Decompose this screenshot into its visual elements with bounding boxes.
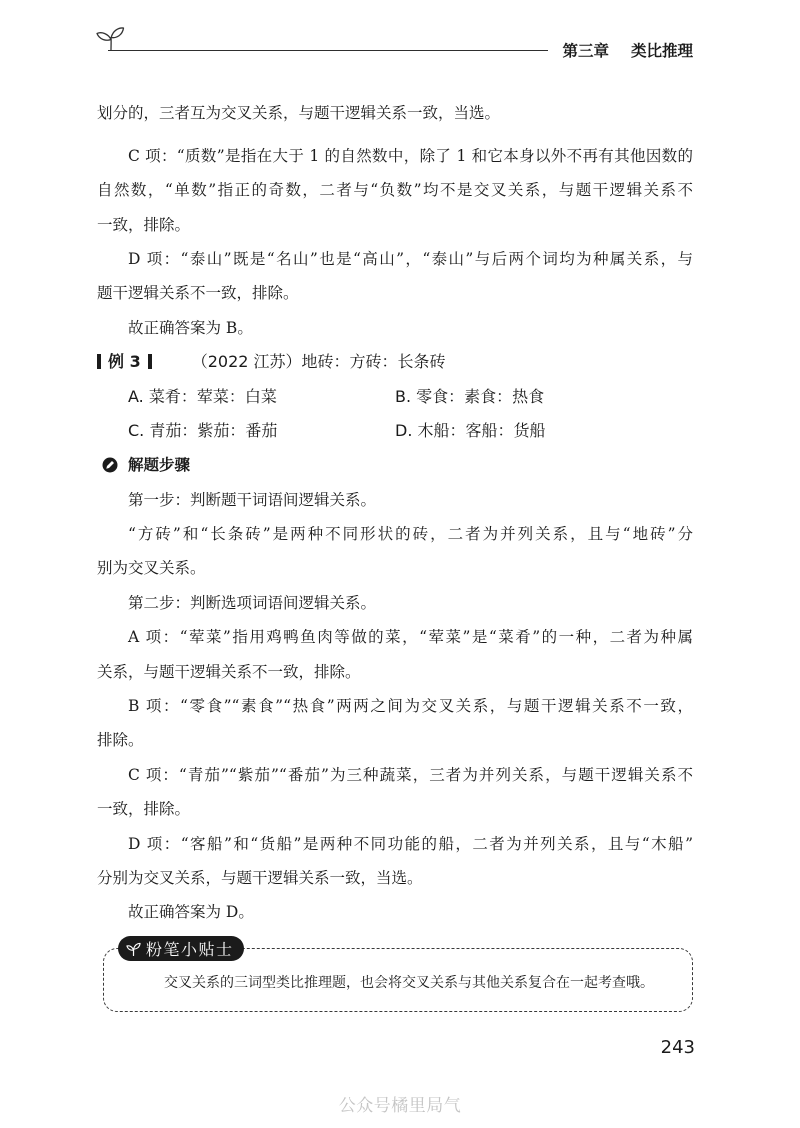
option-a: A. 菜肴：荤菜：白菜 (128, 386, 277, 406)
tip-label-text: 粉笔小贴士 (146, 940, 234, 959)
paragraph-line: 分别为交叉关系，与题干逻辑关系一致，当选。 (97, 868, 423, 887)
paragraph-line: “方砖”和“长条砖”是两种不同形状的砖，二者为并列关系，且与“地砖”分 (128, 525, 693, 544)
chapter-number: 第三章 (562, 42, 609, 60)
solution-steps-heading (97, 448, 693, 482)
answer-line: 故正确答案为 D。 (128, 903, 254, 922)
page-number: 243 (660, 1037, 695, 1058)
example-source: （2022 江苏） (191, 352, 302, 372)
option-b: B. 零食：素食：热食 (395, 386, 545, 406)
tip-text: 交叉关系的三词型类比推理题，也会将交叉关系与其他关系复合在一起考查哦。 (164, 975, 654, 991)
answer-line: 故正确答案为 B。 (128, 318, 253, 337)
header-rule (108, 50, 548, 51)
example-bar-left (97, 354, 101, 369)
options-row (97, 414, 693, 448)
step-line: 第一步：判断题干词语间逻辑关系。 (128, 490, 377, 509)
sprout-icon (126, 941, 141, 956)
options-row (97, 380, 693, 414)
option-d: D. 木船：客船：货船 (395, 420, 546, 440)
paragraph-line: 一致，排除。 (97, 800, 191, 819)
paragraph-line: 题干逻辑关系不一致，排除。 (97, 284, 299, 303)
example-stem: 地砖：方砖：长条砖 (301, 352, 446, 372)
example-header (97, 345, 693, 379)
paragraph-line: 划分的，三者互为交叉关系，与题干逻辑关系一致，当选。 (97, 103, 501, 122)
example-label: 例 3 (108, 352, 141, 372)
chapter-title: 类比推理 (630, 42, 693, 60)
example-bar-right (148, 354, 152, 369)
running-header (562, 40, 693, 62)
paragraph-line: 一致，排除。 (97, 215, 191, 234)
paragraph-line: 别为交叉关系。 (97, 559, 206, 578)
paragraph-line: D 项：“泰山”既是“名山”也是“高山”，“泰山”与后两个词均为种属关系，与 (128, 249, 693, 268)
paragraph-line: D 项：“客船”和“货船”是两种不同功能的船，二者为并列关系，且与“木船” (128, 834, 693, 853)
paragraph-line: B 项：“零食”“素食”“热食”两两之间为交叉关系，与题干逻辑关系不一致， (128, 697, 693, 716)
paragraph-line: C 项：“青茄”“紫茄”“番茄”为三种蔬菜，三者为并列关系，与题干逻辑关系不 (128, 765, 693, 784)
tip-label (118, 936, 244, 961)
paragraph-line: 自然数，“单数”指正的奇数，二者与“负数”均不是交叉关系，与题干逻辑关系不 (97, 181, 693, 200)
solution-steps-title: 解题步骤 (128, 456, 191, 475)
paragraph-line: 关系，与题干逻辑关系不一致，排除。 (97, 662, 361, 681)
step-line: 第二步：判断选项词语间逻辑关系。 (128, 593, 377, 612)
paragraph-line: A 项：“荤菜”指用鸡鸭鱼肉等做的菜，“荤菜”是“菜肴”的一种，二者为种属 (128, 628, 693, 647)
paragraph-line: 排除。 (97, 731, 144, 750)
sprout-icon (95, 25, 125, 51)
watermark: 公众号橘里局气 (338, 1096, 462, 1116)
paragraph-line: C 项：“质数”是指在大于 1 的自然数中，除了 1 和它本身以外不再有其他因数的 (128, 146, 693, 165)
pencil-circle-icon (102, 457, 118, 473)
body-text (97, 96, 693, 930)
option-c: C. 青茄：紫茄：番茄 (128, 420, 278, 440)
